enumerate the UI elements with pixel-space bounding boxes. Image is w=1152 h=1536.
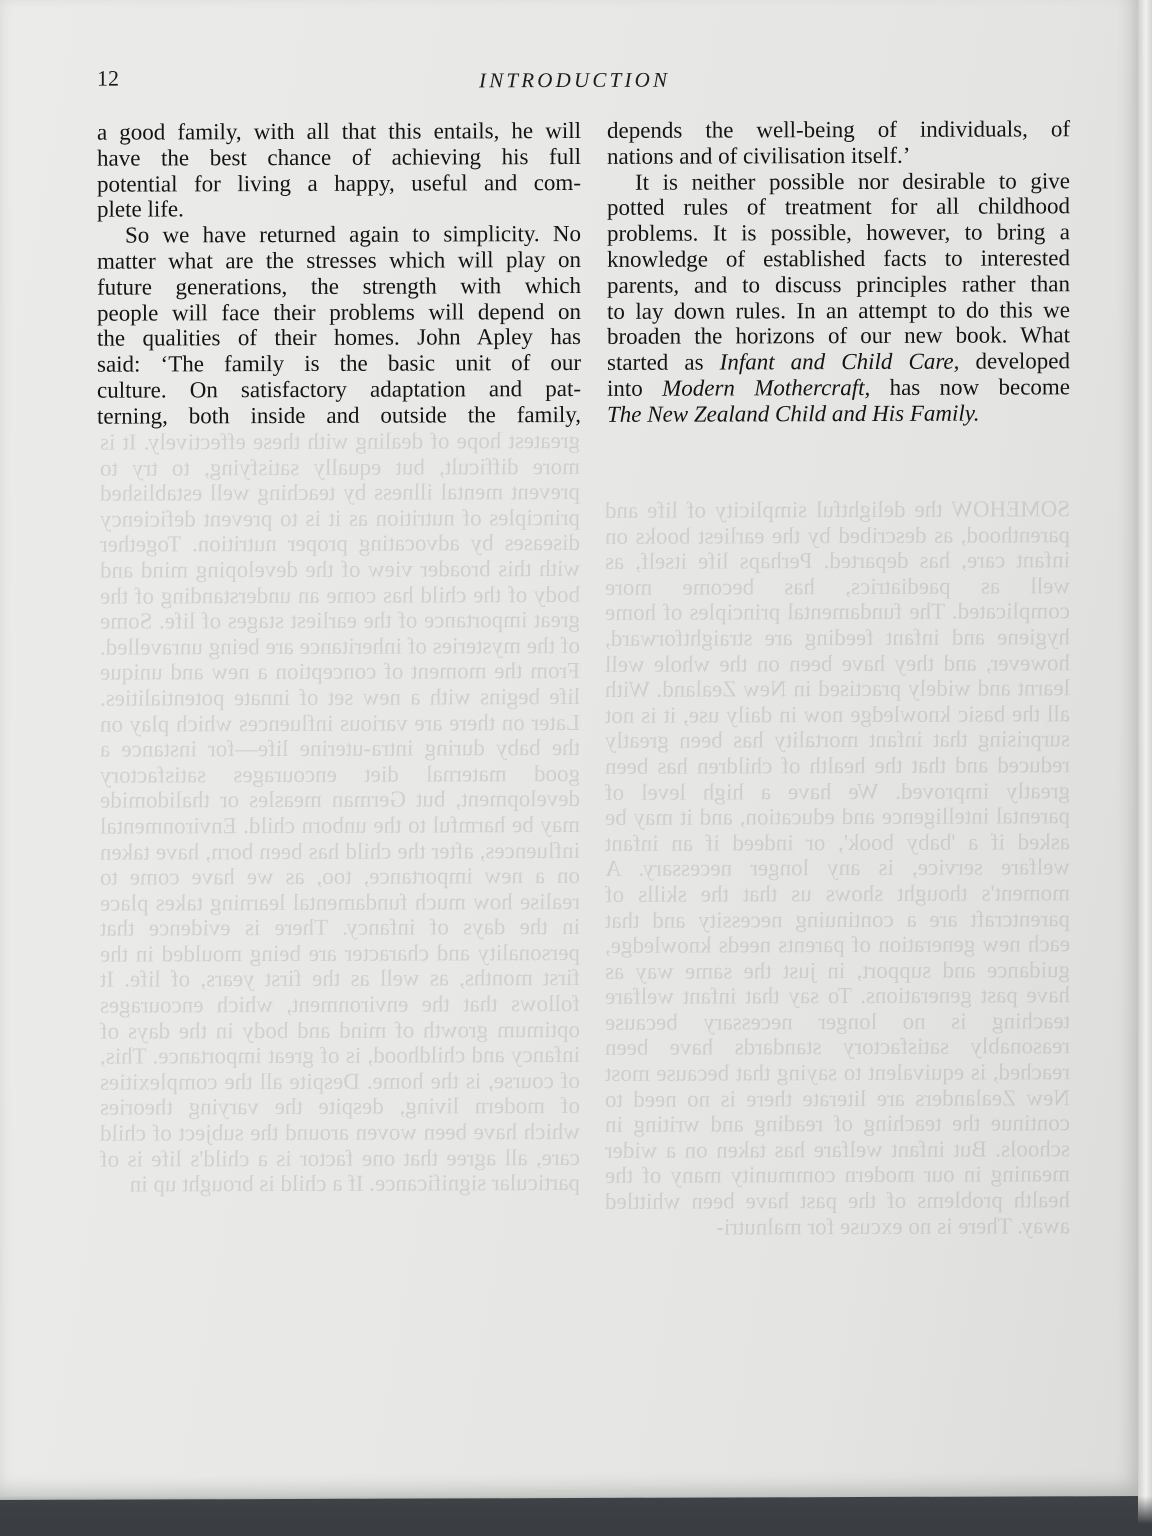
text-line: It is neither possible nor desirable to give xyxy=(635,167,1070,195)
text-line: parents, and to discuss principles rather than xyxy=(607,271,1070,298)
text-line: future generations, the strength with which xyxy=(97,272,581,300)
text-line: have the best chance of achieving his full xyxy=(97,143,581,171)
book-title: The New Zealand Child and His Family. xyxy=(607,400,980,427)
page-header xyxy=(97,62,1077,97)
text-line: depends the well-being of individuals, of xyxy=(607,116,1070,143)
right-column xyxy=(607,116,1070,427)
text-line: said: ‘The family is the basic unit of our xyxy=(97,350,581,377)
paragraph xyxy=(607,116,1070,169)
left-column xyxy=(97,118,581,429)
text-line: potential for living a happy, useful and com- xyxy=(97,169,581,197)
page-number: 12 xyxy=(97,65,119,91)
text-line: to lay down rules. In an attempt to do this we xyxy=(607,296,1070,324)
text-line: the qualities of their homes. John Apley has xyxy=(97,324,581,352)
text-line: matter what are the stresses which will play on xyxy=(97,246,581,274)
text-fragment: has now become xyxy=(889,374,1070,400)
text-line: So we have returned again to simplicity. No xyxy=(125,221,581,248)
text-line: culture. On satisfactory adaptation and pat- xyxy=(97,375,581,403)
text-fragment: started as xyxy=(607,349,704,376)
book-title: Infant and Child Care, xyxy=(719,348,960,375)
text-fragment: into xyxy=(607,375,643,401)
paragraph xyxy=(607,168,1070,428)
book-title: Modern Mothercraft, xyxy=(662,374,871,401)
book-cover-shadow xyxy=(0,1496,1152,1536)
text-fragment: developed xyxy=(975,348,1070,374)
text-line: nations and of civilisation itself.’ xyxy=(607,142,911,169)
text-line: terning, both inside and outside the family, xyxy=(97,401,581,429)
text-line: plete life. xyxy=(97,196,184,223)
text-line: knowledge of established facts to interested xyxy=(607,245,1070,272)
text-line xyxy=(607,348,1070,375)
text-line: people will face their problems will depend on xyxy=(97,298,581,326)
text-line: a good family, with all that this entails, he will xyxy=(97,117,581,145)
show-through-text-right: SOMEHOW the delightful simplicity of life and parenthood, as described by the earliest books on infant care, has departed. Perhaps life itself, as well as paediatrics, has become more complicated. The fundamental principles of home hygiene and infant feeding are straightforward, however, and they have been on the whole well learnt and widely practised in New Zealand. With all the basic knowledge now in daily use, it is not surprising that infant mortality has been greatly reduced and that the health of children has been greatly improved. We have a high level of parental intelligence and education, and it may be asked if a 'baby book', or indeed if an infant welfare service, is any longer necessary. A moment's thought shows us that the skills of parentcraft are a continuing necessity and that each new generation of parents needs knowledge, guidance and support, in just the same way as have past generations. To say that infant welfare teaching is no longer necessary because reasonably satisfactory standards have been reached, is equivalent to saying that because most New Zealanders are literate there is no need to continue the teaching of reading and writing in schools. But infant welfare has taken on a wider meaning in our modern community many of the health problems of the past have been whittled away. There is no excuse for malnutri- xyxy=(605,496,1070,1240)
text-line: problems. It is possible, however, to bring a xyxy=(607,219,1070,247)
next-page-edge xyxy=(1138,0,1152,1536)
paragraph xyxy=(97,118,581,223)
running-head: INTRODUCTION xyxy=(479,67,671,93)
text-line xyxy=(607,400,1070,427)
show-through-text-left: greatest hope of dealing with these effectively. It is more difficult, but equally satisfying, to try to prevent mental illness by teaching well established principles of nutrition as it is to prevent deficiency diseases by advocating proper nutrition. Together with this broader view of the developing mind and body of the child has come an understanding of the great importance of the earliest stages of life. Some of the mysteries of inheritance are being unravelled. From the moment of conception a new and unique life begins with a new set of innate potentialities. Later on there are various influences which play on the baby during intra-uterine life—for instance a good maternal diet encourages satisfactory development, but German measles or thalidomide may be harmful to the unborn child. Environmental influences, after the child has been born, have taken on a new importance, too, as we have come to realise how much fundamental learning takes place in the days of infancy. There is evidence that personality and character are being moulded in the first months, as well as the first years, of life. It follows that the environment, which encourages optimum growth of mind and body in the days of infancy and childhood, is of great importance. This, of course, is the home. Despite all the complexities of modern living, despite the varying theories which have been woven around the subject of child care, all agree that one factor is a child's life is of particular significance. If a child is brought up in xyxy=(100,427,580,1197)
paragraph xyxy=(97,221,581,429)
text-line: potted rules of treatment for all childhood xyxy=(607,193,1070,221)
text-line: broaden the horizons of our new book. What xyxy=(607,322,1070,350)
text-line xyxy=(607,374,1070,401)
